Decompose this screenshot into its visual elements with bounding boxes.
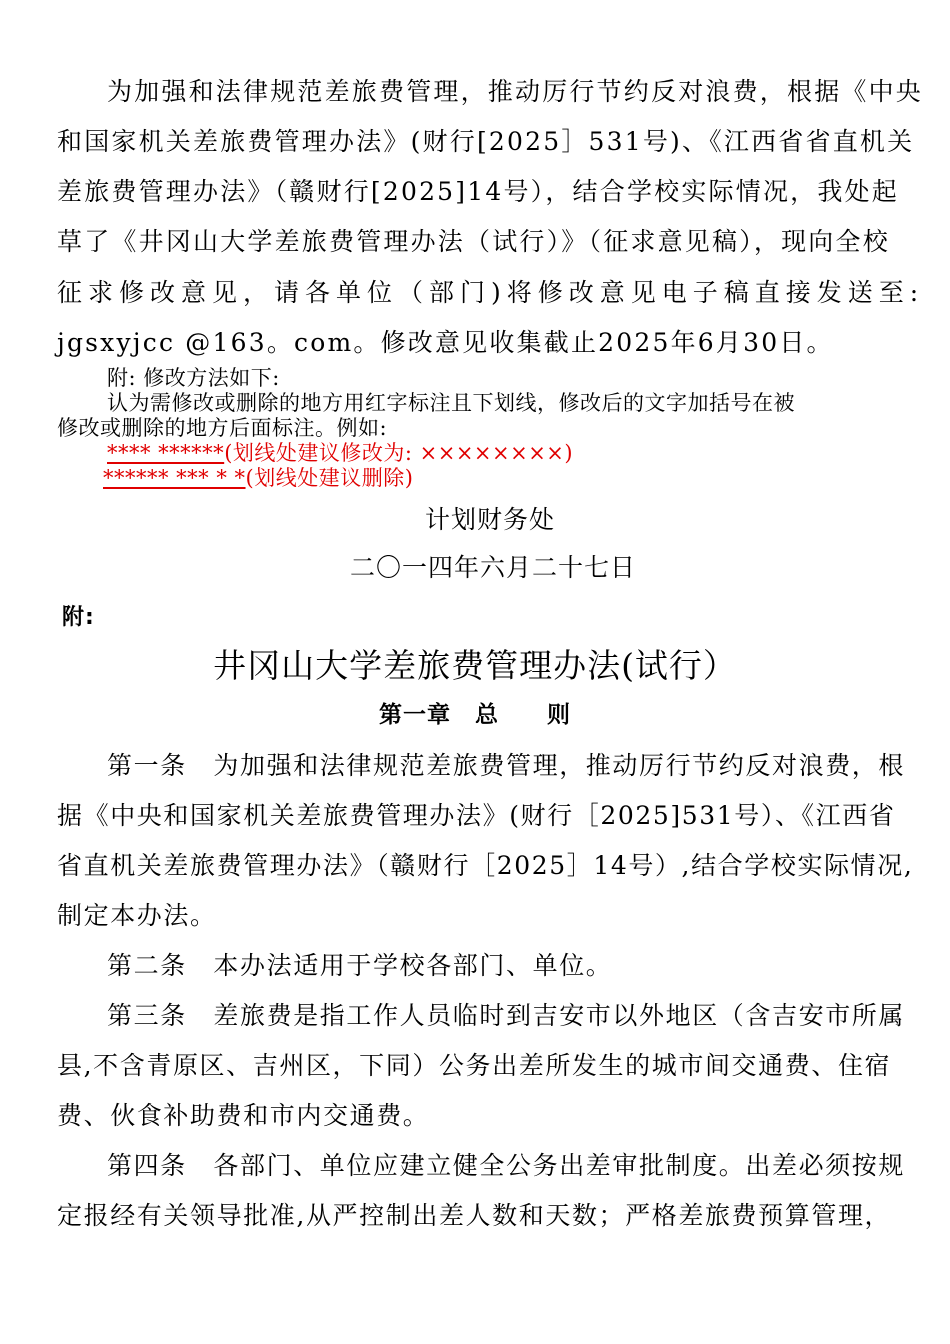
example-1-note: (划线处建议修改为: ××××××××)	[224, 441, 574, 465]
article-3-line-2: 县,不含青原区、吉州区，下同）公务出差所发生的城市间交通费、住宿	[57, 1051, 892, 1080]
article-2-line-1: 第二条 本办法适用于学校各部门、单位。	[107, 951, 613, 980]
article-4-line-1: 第四条 各部门、单位应建立健全公务出差审批制度。出差必须按规	[107, 1151, 906, 1180]
intro-line-6: jgsxyjcc @163。com。修改意见收集截止2025年6月30日。	[57, 328, 834, 357]
signature-date: 二〇一四年六月二十七日	[350, 553, 637, 582]
article-1-line-3: 省直机关差旅费管理办法》（赣财行［2025］14号）,结合学校实际情况,	[57, 851, 914, 880]
article-3-line-1: 第三条 差旅费是指工作人员临时到吉安市以外地区（含吉安市所属	[107, 1001, 906, 1030]
intro-line-2: 和国家机关差旅费管理办法》(财行[2025］531号)、《江西省省直机关	[57, 127, 915, 156]
note-line-2: 修改或删除的地方后面标注。例如:	[57, 416, 388, 440]
article-1-line-2: 据《中央和国家机关差旅费管理办法》(财行［2025]531号）、《江西省	[57, 801, 896, 830]
example-2-marked-text: ****** *** * *	[103, 466, 246, 490]
signature-office: 计划财务处	[425, 505, 556, 534]
document-title: 井冈山大学差旅费管理办法(试行）	[213, 646, 737, 685]
note-example-2	[103, 462, 413, 492]
example-1-marked-text: **** ******	[107, 441, 225, 465]
intro-line-5: 征求修改意见，请各单位（部门)将修改意见电子稿直接发送至:	[57, 278, 925, 307]
article-4-line-2: 定报经有关领导批准,从严控制出差人数和天数；严格差旅费预算管理，	[57, 1201, 892, 1230]
attachment-label: 附:	[62, 605, 95, 630]
intro-line-1: 为加强和法律规范差旅费管理，推动厉行节约反对浪费，根据《中央	[107, 77, 924, 106]
article-3-line-3: 费、伙食补助费和市内交通费。	[57, 1101, 430, 1130]
note-line-1: 认为需修改或删除的地方用红字标注且下划线，修改后的文字加括号在被	[107, 391, 795, 415]
intro-line-3: 差旅费管理办法》（赣财行[2025]14号），结合学校实际情况，我处起	[57, 177, 899, 206]
article-1-line-1: 第一条 为加强和法律规范差旅费管理，推动厉行节约反对浪费，根	[107, 751, 906, 780]
intro-line-4: 草了《井冈山大学差旅费管理办法（试行）》（征求意见稿），现向全校	[57, 227, 890, 256]
article-1-line-4: 制定本办法。	[57, 901, 217, 930]
example-2-note: (划线处建议删除)	[245, 466, 414, 490]
note-heading: 附: 修改方法如下:	[107, 366, 280, 390]
chapter-heading: 第一章 总 则	[379, 702, 571, 728]
